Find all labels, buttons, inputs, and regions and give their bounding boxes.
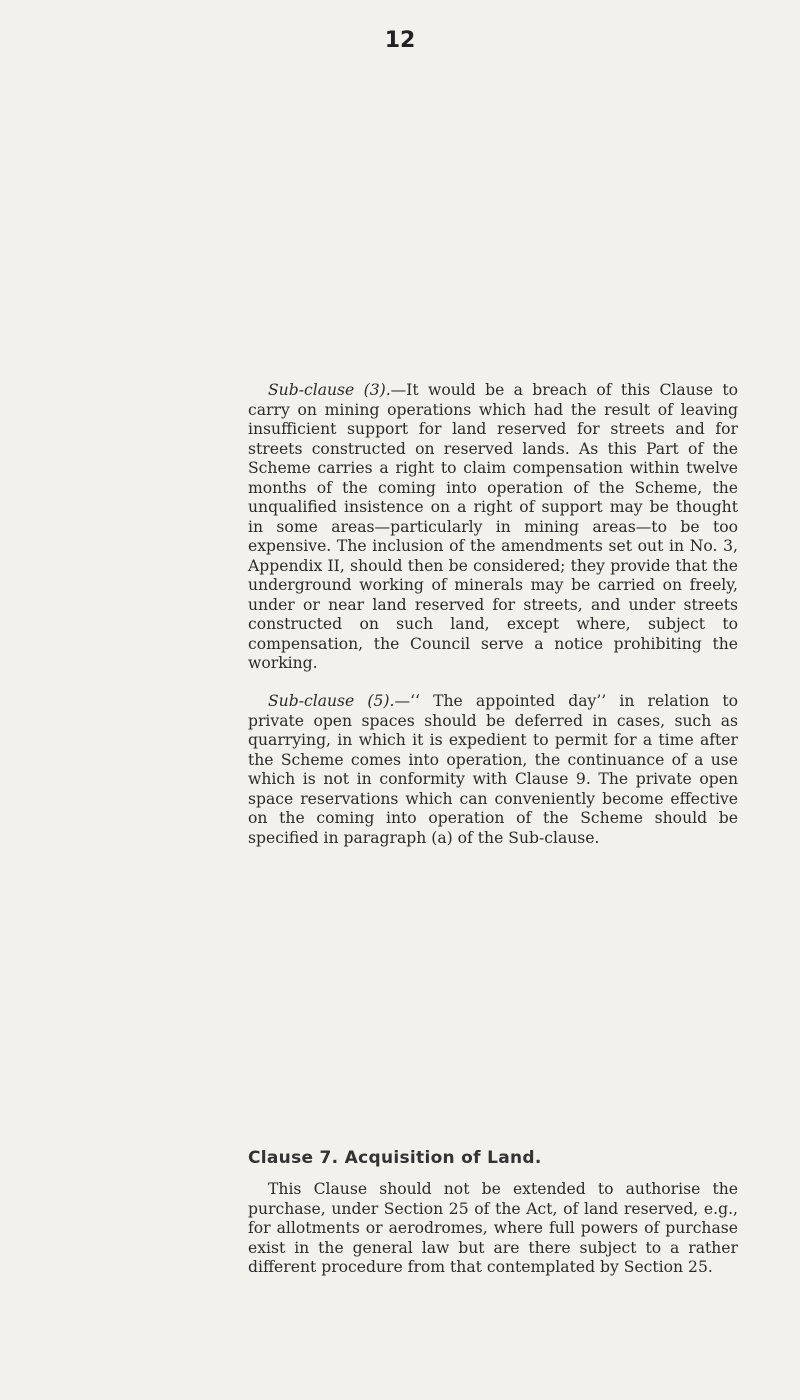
clause-7-text: This Clause should not be extended to authorise the purchase, under Section 25 of the Act, of land reserved, e.g., for allotments or aerodromes, where full powers of purchase exist in the general law but are there subject to a rather different procedure from that contemplated by Section 25. [248,1180,738,1276]
sub-clause-3-lead: Sub-clause (3). [268,381,391,399]
sub-clause-3-text: —It would be a breach of this Clause to carry on mining operations which had the result of leaving insufficient support for land reserved for streets and for streets constructed on reserved lands. As this Part of the Scheme carries a right to claim compensation within twelve months of the coming into operation of the Scheme, the unqualified insistence on a right of support may be thought in some areas—particularly in mining areas—to be too expensive. The inclusion of the amendments set out in No. 3, Appendix II, should then be considered; they provide that the underground working of minerals may be carried on freely, under or near land reserved for streets, and under streets constructed on such land, except where, subject to compensation, the Council serve a notice prohibiting the working. [248,381,738,672]
sub-clause-5-lead: Sub-clause (5). [268,692,395,710]
page-number: 12 [384,28,416,53]
sub-clause-5-text: —‘‘ The appointed day’’ in relation to private open spaces should be deferred in cases, such as quarrying, in which it is expedient to permit for a time after the Scheme comes into operation, the continuance of a use which is not in conformity with Clause 9. The private open space reservations which can conveniently become effective on the coming into operation of the Scheme should be specified in paragraph (a) of the Sub-clause. [248,692,738,847]
clause-7-paragraph [248,1180,738,1278]
clause-7-heading: Clause 7. Acquisition of Land. [248,1148,542,1168]
sub-clause-5-paragraph [248,692,738,848]
sub-clause-3-paragraph [248,381,738,674]
